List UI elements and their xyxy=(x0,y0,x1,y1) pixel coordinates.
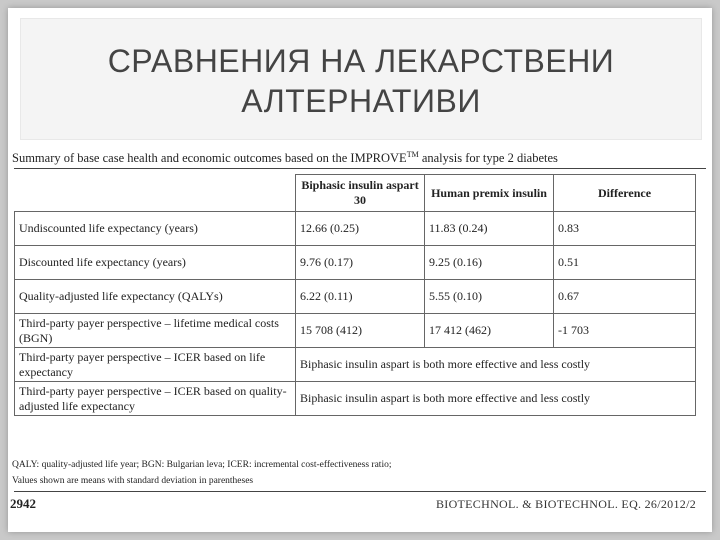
table-row xyxy=(15,280,696,314)
cell-biphasic: 9.76 (0.17) xyxy=(296,246,425,280)
caption-superscript: TM xyxy=(406,150,419,159)
row-label: Discounted life expectancy (years) xyxy=(15,246,296,280)
cell-human-premix: 17 412 (462) xyxy=(425,314,554,348)
title-box xyxy=(20,18,702,140)
cell-biphasic: 15 708 (412) xyxy=(296,314,425,348)
table-row xyxy=(15,212,696,246)
table-caption xyxy=(12,150,558,166)
cell-conclusion: Biphasic insulin aspart is both more effective and less costly xyxy=(296,382,696,416)
slide-title xyxy=(21,41,701,121)
journal-reference: BIOTECHNOL. & BIOTECHNOL. EQ. 26/2012/2 xyxy=(435,497,696,511)
table-header-empty xyxy=(15,175,296,212)
table-row xyxy=(15,246,696,280)
row-label: Undiscounted life expectancy (years) xyxy=(15,212,296,246)
table-row xyxy=(15,314,696,348)
caption-text-end: analysis for type 2 diabetes xyxy=(418,151,558,166)
slide-title-line2: АЛТЕРНАТИВИ xyxy=(241,83,481,119)
footer-rule xyxy=(14,491,706,492)
cell-difference: -1 703 xyxy=(554,314,696,348)
table-footnote-abbreviations: QALY: quality-adjusted life year; BGN: Bulgarian leva; ICER: incremental cost-effectiveness ratio; xyxy=(12,460,392,470)
caption-text: Summary of base case health and economic outcomes based on the IMPROVE xyxy=(12,151,407,166)
cell-human-premix: 9.25 (0.16) xyxy=(425,246,554,280)
row-label: Quality-adjusted life expectancy (QALYs) xyxy=(15,280,296,314)
slide xyxy=(8,8,712,532)
cell-conclusion: Biphasic insulin aspart is both more effective and less costly xyxy=(296,348,696,382)
slide-title-line1: СРАВНЕНИЯ НА ЛЕКАРСТВЕНИ xyxy=(107,43,615,79)
table-footnote-values: Values shown are means with standard deviation in parentheses xyxy=(12,476,254,486)
document-excerpt xyxy=(8,144,712,524)
cell-human-premix: 11.83 (0.24) xyxy=(425,212,554,246)
caption-rule xyxy=(14,168,706,169)
cell-human-premix: 5.55 (0.10) xyxy=(425,280,554,314)
cell-biphasic: 6.22 (0.11) xyxy=(296,280,425,314)
cell-difference: 0.51 xyxy=(554,246,696,280)
outcomes-table xyxy=(14,174,696,416)
table-header-row xyxy=(15,175,696,212)
table-header-human-premix: Human premix insulin xyxy=(425,175,554,212)
table-header-difference: Difference xyxy=(554,175,696,212)
cell-biphasic: 12.66 (0.25) xyxy=(296,212,425,246)
row-label: Third-party payer perspective – lifetime medical costs (BGN) xyxy=(15,314,296,348)
cell-difference: 0.83 xyxy=(554,212,696,246)
page-number: 2942 xyxy=(10,496,36,511)
table-header-biphasic: Biphasic insulin aspart 30 xyxy=(296,175,425,212)
table-row xyxy=(15,382,696,416)
row-label: Third-party payer perspective – ICER based on quality-adjusted life expectancy xyxy=(15,382,296,416)
cell-difference: 0.67 xyxy=(554,280,696,314)
table-row xyxy=(15,348,696,382)
row-label: Third-party payer perspective – ICER based on life expectancy xyxy=(15,348,296,382)
